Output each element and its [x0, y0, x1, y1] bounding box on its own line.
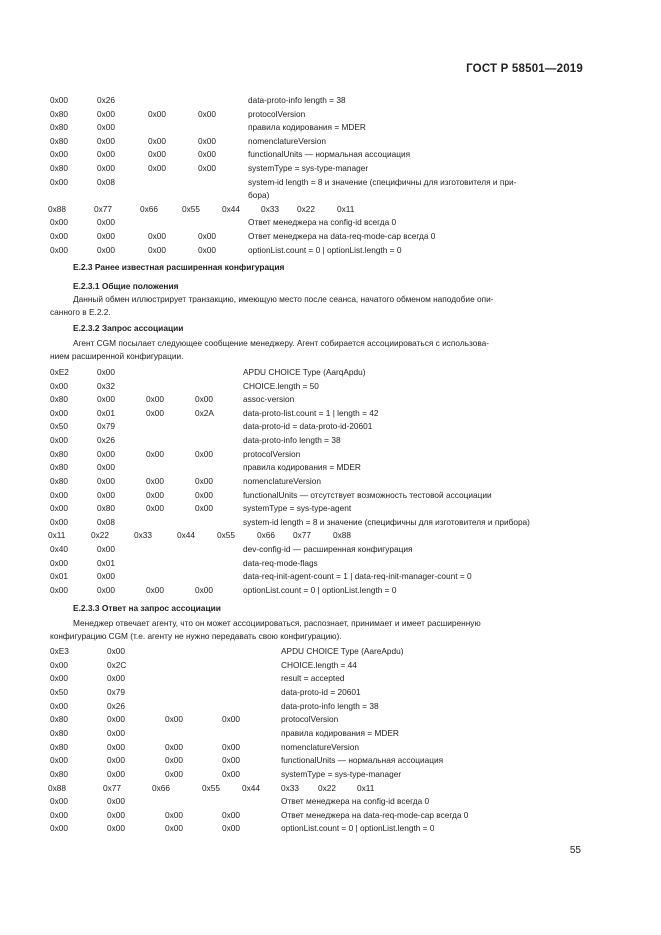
row-description: Ответ менеджера на config-id всегда 0: [248, 217, 397, 228]
hex-byte: 0x80: [50, 122, 68, 133]
hex-row: [0, 475, 661, 488]
document-header: ГОСТ Р 58501—2019: [466, 63, 583, 75]
row-description: nomenclatureVersion: [248, 135, 326, 146]
hex-byte: 0x00: [50, 435, 68, 446]
hex-row: [0, 176, 661, 189]
hex-byte: 0x00: [222, 755, 240, 766]
hex-byte: 0x01: [97, 407, 115, 418]
row-description: APDU CHOICE Type (AareApdu): [281, 646, 404, 656]
hex-row: [0, 434, 661, 447]
hex-byte: 0x00: [198, 163, 216, 173]
hex-byte: 0x26: [97, 435, 115, 446]
hex-byte: 0x00: [198, 108, 216, 119]
hex-row: [0, 244, 661, 257]
hex-byte: 0x26: [97, 95, 115, 105]
hex-row: [0, 645, 661, 658]
hex-row: [0, 809, 661, 822]
hex-byte: 0x00: [148, 231, 166, 241]
hex-byte: 0x00: [97, 135, 115, 146]
hex-row: [0, 557, 661, 570]
section-heading-e232: E.2.3.2 Запрос ассоциации: [73, 323, 184, 333]
hex-byte: 0x79: [97, 421, 115, 432]
row-description: protocolVersion: [243, 448, 301, 459]
hex-row: [0, 366, 661, 379]
hex-byte: 0x00: [50, 584, 68, 595]
hex-row: [0, 216, 661, 229]
hex-byte: 0x50: [50, 686, 68, 697]
hex-row: [0, 795, 661, 808]
row-description: functionalUnits — отсутствует возможность тестовой ассоциации: [243, 489, 492, 500]
row-description: assoc-version: [243, 394, 295, 405]
hex-byte: 0x00: [195, 475, 213, 486]
hex-byte: 0x66: [257, 530, 275, 541]
hex-byte: 0x50: [50, 421, 68, 432]
hex-row: [0, 135, 661, 148]
hex-row: [0, 822, 661, 835]
hex-byte: 0x55: [202, 782, 220, 793]
page-number: 55: [569, 845, 581, 856]
hex-byte: 0x00: [222, 741, 240, 752]
hex-byte: 0xE3: [50, 646, 69, 656]
hex-byte: 0x00: [50, 659, 68, 670]
hex-byte: 0x40: [50, 544, 68, 555]
hex-byte: 0x00: [50, 503, 68, 514]
row-description: data-req-mode-flags: [243, 557, 318, 568]
hex-byte: 0x00: [198, 135, 216, 146]
paragraph-e233: [50, 617, 583, 644]
hex-byte: 0x08: [97, 176, 115, 187]
hex-byte: 0x00: [222, 768, 240, 779]
row-description: system-id length = 8 и значение (специфичны для изготовителя и при-: [248, 176, 517, 187]
hex-byte: 0x00: [97, 394, 115, 405]
row-description: data-proto-id = data-proto-id-20601: [243, 421, 373, 432]
hex-byte: 0x00: [146, 503, 164, 514]
hex-byte: 0x00: [97, 448, 115, 459]
hex-byte: 0x44: [177, 530, 195, 541]
hex-byte: 0x01: [97, 557, 115, 568]
hex-byte: 0x11: [48, 530, 66, 541]
hex-byte: 0x80: [50, 714, 68, 725]
hex-byte: 0x00: [97, 244, 115, 255]
hex-byte: 0x00: [165, 755, 183, 766]
hex-byte: 0x00: [50, 380, 68, 391]
paragraph-line: нием расширенной конфигурации.: [50, 351, 184, 362]
row-description: functionalUnits — нормальная ассоциация: [248, 149, 411, 160]
hex-byte: 0x88: [48, 203, 66, 214]
hex-byte: 0x00: [50, 755, 68, 766]
hex-row: [0, 407, 661, 420]
hex-byte: 0x00: [97, 544, 115, 555]
hex-byte: 0x00: [165, 823, 183, 834]
hex-byte: 0x88: [48, 782, 66, 793]
paragraph-line: Менеджер отвечает агенту, что он может ассоциироваться, распознает, принимает и имеет расширенную: [73, 618, 481, 628]
hex-byte: 0x00: [107, 755, 125, 766]
hex-byte: 0x2A: [195, 407, 214, 418]
hex-byte: 0x00: [107, 809, 125, 820]
row-description: protocolVersion: [248, 108, 306, 119]
row-description: data-proto-info length = 38: [281, 700, 379, 711]
hex-byte: 0x00: [50, 244, 68, 255]
hex-byte: 0x22: [91, 530, 109, 541]
hex-byte: 0x32: [97, 380, 115, 391]
hex-byte: 0x00: [50, 95, 68, 105]
hex-byte: 0x00: [50, 149, 68, 160]
hex-byte: 0x00: [107, 823, 125, 834]
row-description: data-proto-info length = 38: [243, 435, 341, 446]
hex-row: [0, 754, 661, 767]
hex-byte: 0x00: [50, 489, 68, 500]
hex-row: [0, 230, 661, 243]
hex-byte: 0x00: [97, 163, 115, 173]
hex-row: [0, 727, 661, 740]
row-description: functionalUnits — нормальная ассоциация: [281, 755, 444, 766]
wrapped-line-text: бора): [248, 190, 270, 201]
hex-byte: 0x00: [198, 149, 216, 160]
hex-byte: 0x00: [50, 231, 68, 241]
hex-row: [0, 713, 661, 726]
hex-byte: 0x00: [107, 741, 125, 752]
hex-row: [0, 108, 661, 121]
hex-byte: 0x00: [222, 823, 240, 834]
hex-row: [0, 448, 661, 461]
hex-row: [0, 489, 661, 502]
hex-row: [0, 700, 661, 713]
row-description: APDU CHOICE Type (AarqApdu): [243, 367, 366, 377]
hex-byte: 0x00: [146, 448, 164, 459]
section-heading-e233: E.2.3.3 Ответ на запрос ассоциации: [73, 603, 221, 613]
hex-byte: 0x00: [50, 809, 68, 820]
hex-byte: 0x00: [146, 475, 164, 486]
hex-byte: 0x55: [217, 530, 235, 541]
row-description: правила кодирования = MDER: [281, 727, 399, 738]
hex-byte: 0x80: [50, 727, 68, 738]
hex-byte: 0x00: [222, 809, 240, 820]
hex-byte: 0x00: [195, 489, 213, 500]
paragraph-e232: [50, 337, 583, 364]
row-description: data-proto-id = 20601: [281, 686, 361, 697]
hex-byte: 0x22: [318, 782, 336, 793]
row-description: optionList.count = 0 | optionList.length = 0: [243, 584, 397, 595]
hex-byte: 0x80: [50, 163, 68, 173]
row-description: правила кодирования = MDER: [248, 122, 366, 133]
hex-byte: 0x00: [97, 122, 115, 133]
hex-row: [0, 543, 661, 556]
hex-row: [0, 686, 661, 699]
hex-byte: 0x11: [337, 203, 355, 214]
hex-row: [0, 393, 661, 406]
hex-byte: 0x80: [50, 135, 68, 146]
hex-byte: 0x00: [97, 475, 115, 486]
row-description: Ответ менеджера на config-id всегда 0: [281, 796, 430, 807]
hex-byte: 0x00: [148, 163, 166, 173]
hex-byte: 0x00: [195, 584, 213, 595]
hex-byte: 0x00: [148, 149, 166, 160]
paragraph-line: Данный обмен иллюстрирует транзакцию, имеющую место после сеанса, начатого обменом наподобие опи-: [73, 294, 494, 304]
hex-byte: 0x00: [50, 823, 68, 834]
hex-byte: 0x77: [293, 530, 311, 541]
system-id-bytes-row: [0, 782, 661, 795]
hex-byte: 0x80: [50, 462, 68, 473]
hex-row: [0, 162, 661, 175]
hex-byte: 0x00: [148, 135, 166, 146]
hex-byte: 0x44: [242, 782, 260, 793]
hex-byte: 0x00: [107, 714, 125, 725]
paragraph-line: Агент CGM посылает следующее сообщение менеджеру. Агент собирается ассоциироваться с использова-: [73, 338, 490, 348]
hex-byte: 0x00: [50, 516, 68, 527]
wrapped-line: [0, 189, 661, 202]
hex-row: [0, 420, 661, 433]
hex-byte: 0xE2: [50, 367, 69, 377]
hex-byte: 0x55: [182, 203, 200, 214]
row-description: systemType = sys-type-manager: [248, 163, 369, 173]
paragraph-e231: [50, 293, 583, 320]
row-description: nomenclatureVersion: [243, 475, 321, 486]
row-description: data-proto-info length = 38: [248, 95, 346, 105]
hex-byte: 0x33: [134, 530, 152, 541]
hex-byte: 0x80: [50, 741, 68, 752]
hex-byte: 0x44: [222, 203, 240, 214]
hex-byte: 0x08: [97, 516, 115, 527]
hex-byte: 0x00: [50, 796, 68, 807]
hex-byte: 0x77: [103, 782, 121, 793]
hex-byte: 0x00: [107, 673, 125, 684]
hex-byte: 0x00: [97, 462, 115, 473]
hex-row: [0, 768, 661, 781]
hex-byte: 0x88: [333, 530, 351, 541]
hex-row: [0, 741, 661, 754]
hex-byte: 0x00: [148, 108, 166, 119]
paragraph-line: конфигурацию CGM (т.е. агенту не нужно передавать свою конфигурацию).: [50, 631, 342, 642]
hex-row: [0, 148, 661, 161]
hex-byte: 0x00: [195, 394, 213, 405]
hex-row: [0, 659, 661, 672]
hex-row: [0, 94, 661, 107]
row-description: data-proto-list.count = 1 | length = 42: [243, 407, 379, 418]
hex-byte: 0x00: [50, 407, 68, 418]
hex-byte: 0x00: [107, 768, 125, 779]
row-description: dev-config-id — расширенная конфигурация: [243, 544, 413, 555]
hex-byte: 0x00: [148, 244, 166, 255]
hex-byte: 0x77: [94, 203, 112, 214]
hex-byte: 0x00: [165, 714, 183, 725]
row-description: nomenclatureVersion: [281, 741, 359, 752]
row-description: Ответ менеджера на data-req-mode-cap всегда 0: [248, 231, 436, 241]
hex-byte: 0x33: [281, 782, 299, 793]
hex-byte: 0x80: [50, 108, 68, 119]
hex-row: [0, 570, 661, 583]
hex-byte: 0x00: [146, 489, 164, 500]
row-description: Ответ менеджера на data-req-mode-cap всегда 0: [281, 809, 469, 820]
hex-byte: 0x00: [97, 489, 115, 500]
row-description: system-id length = 8 и значение (специфичны для изготовителя и прибора): [243, 516, 530, 527]
section-heading-e23: E.2.3 Ранее известная расширенная конфигурация: [73, 262, 285, 272]
hex-byte: 0x01: [50, 571, 68, 582]
hex-byte: 0x66: [152, 782, 170, 793]
hex-byte: 0x00: [198, 231, 216, 241]
paragraph-line: санного в E.2.2.: [50, 307, 111, 318]
row-description: CHOICE.length = 50: [243, 380, 319, 391]
hex-byte: 0x80: [50, 448, 68, 459]
hex-byte: 0x80: [50, 475, 68, 486]
hex-byte: 0x66: [140, 203, 158, 214]
hex-byte: 0x00: [198, 244, 216, 255]
hex-byte: 0x26: [107, 700, 125, 711]
hex-byte: 0x00: [50, 700, 68, 711]
hex-byte: 0x00: [146, 407, 164, 418]
hex-byte: 0x00: [50, 673, 68, 684]
hex-byte: 0x22: [297, 203, 315, 214]
hex-byte: 0x00: [97, 108, 115, 119]
hex-byte: 0x11: [357, 782, 375, 793]
hex-byte: 0x00: [97, 231, 115, 241]
hex-row: [0, 516, 661, 529]
hex-byte: 0x80: [50, 768, 68, 779]
hex-row: [0, 672, 661, 685]
hex-byte: 0x00: [146, 584, 164, 595]
row-description: optionList.count = 0 | optionList.length = 0: [281, 823, 435, 834]
hex-byte: 0x00: [50, 176, 68, 187]
system-id-bytes-row: [0, 529, 661, 542]
hex-row: [0, 121, 661, 134]
hex-byte: 0x00: [146, 394, 164, 405]
hex-byte: 0x00: [107, 727, 125, 738]
hex-byte: 0x00: [222, 714, 240, 725]
hex-byte: 0x00: [165, 768, 183, 779]
hex-byte: 0x00: [165, 741, 183, 752]
hex-byte: 0x00: [165, 809, 183, 820]
hex-byte: 0x00: [195, 448, 213, 459]
hex-byte: 0x2C: [107, 659, 127, 670]
hex-byte: 0x80: [97, 503, 115, 514]
hex-byte: 0x00: [50, 557, 68, 568]
row-description: data-req-init-agent-count = 1 | data-req-init-manager-count = 0: [243, 571, 472, 582]
hex-byte: 0x00: [97, 149, 115, 160]
row-description: protocolVersion: [281, 714, 339, 725]
row-description: systemType = sys-type-manager: [281, 768, 402, 779]
hex-byte: 0x79: [107, 686, 125, 697]
hex-byte: 0x00: [97, 571, 115, 582]
hex-row: [0, 380, 661, 393]
row-description: optionList.count = 0 | optionList.length = 0: [248, 244, 402, 255]
system-id-bytes-row: [0, 203, 661, 216]
row-description: systemType = sys-type-agent: [243, 503, 352, 514]
hex-byte: 0x00: [50, 217, 68, 228]
hex-byte: 0x33: [261, 203, 279, 214]
hex-byte: 0x00: [107, 646, 125, 656]
row-description: CHOICE.length = 44: [281, 659, 357, 670]
hex-byte: 0x00: [107, 796, 125, 807]
hex-byte: 0x00: [195, 503, 213, 514]
hex-row: [0, 461, 661, 474]
hex-row: [0, 584, 661, 597]
row-description: правила кодирования = MDER: [243, 462, 361, 473]
hex-byte: 0x80: [50, 394, 68, 405]
section-heading-e231: E.2.3.1 Общие положения: [73, 281, 179, 291]
hex-byte: 0x00: [97, 217, 115, 228]
hex-byte: 0x00: [97, 367, 115, 377]
hex-row: [0, 502, 661, 515]
row-description: result = accepted: [281, 673, 345, 684]
hex-byte: 0x00: [97, 584, 115, 595]
